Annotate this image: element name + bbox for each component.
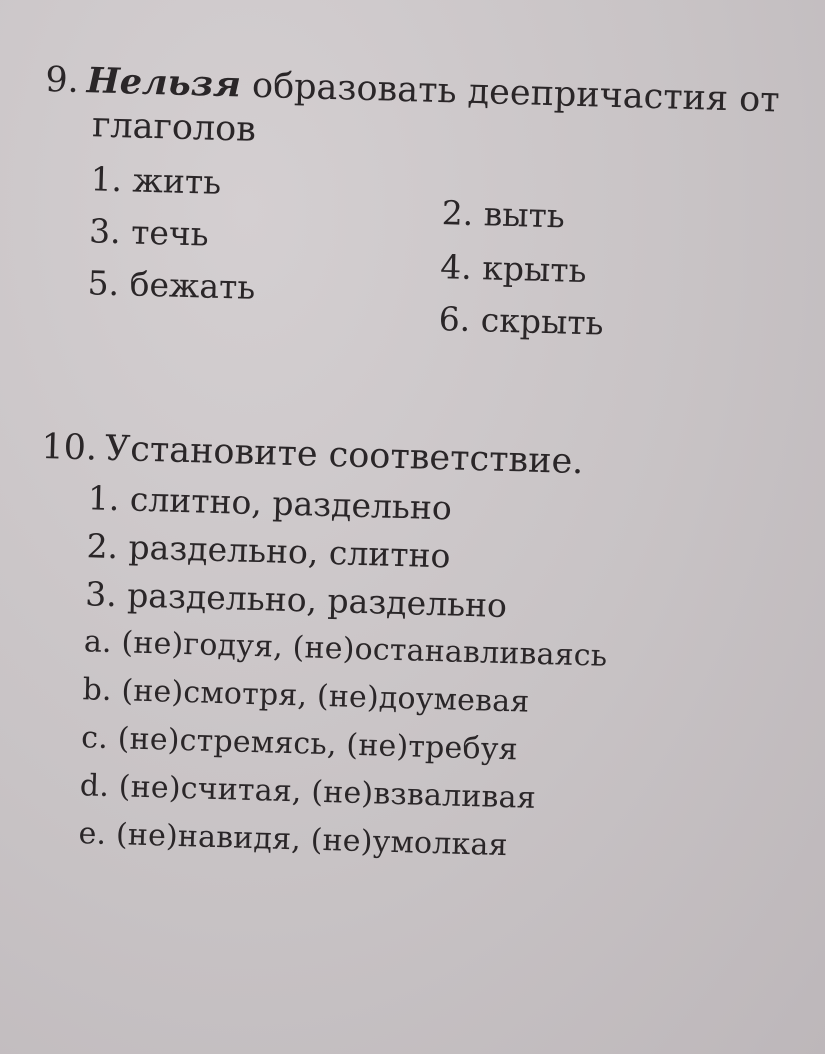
- question-9-option-4: 4. крыть: [439, 247, 588, 291]
- question-9-option-6: 6. скрыть: [438, 299, 605, 343]
- question-9-number: 9.: [44, 59, 80, 101]
- numbered-item-1: 1. слитно, раздельно: [87, 478, 453, 528]
- question-9-option-3: 3. течь: [88, 211, 210, 254]
- question-9-continuation: глаголов: [91, 105, 257, 150]
- lettered-item-d: d. (не)считая, (не)взваливая: [79, 768, 537, 816]
- question-10-number: 10.: [40, 426, 98, 469]
- lettered-item-c: c. (не)стремясь, (не)требуя: [80, 720, 519, 768]
- question-9-emphasis: Нельзя: [86, 60, 242, 106]
- question-10-list: [78, 474, 612, 872]
- question-9: [44, 58, 781, 343]
- numbered-item-3: 3. раздельно, раздельно: [84, 574, 508, 626]
- lettered-item-a: a. (не)годуя, (не)останавливаясь: [83, 624, 608, 674]
- numbered-item-2: 2. раздельно, слитно: [86, 526, 452, 576]
- question-9-option-1: 1. жить: [90, 159, 222, 202]
- question-10-text: Установите соответствие.: [104, 428, 584, 483]
- question-9-option-2: 2. выть: [441, 193, 566, 236]
- lettered-item-b: b. (не)смотря, (не)доумевая: [82, 672, 530, 720]
- lettered-item-e: e. (не)навидя, (не)умолкая: [78, 816, 509, 864]
- question-9-text: образовать деепричастия от: [240, 65, 781, 121]
- question-10: [40, 425, 608, 864]
- bleed-through: [600, 4, 780, 34]
- question-9-option-5: 5. бежать: [87, 263, 256, 307]
